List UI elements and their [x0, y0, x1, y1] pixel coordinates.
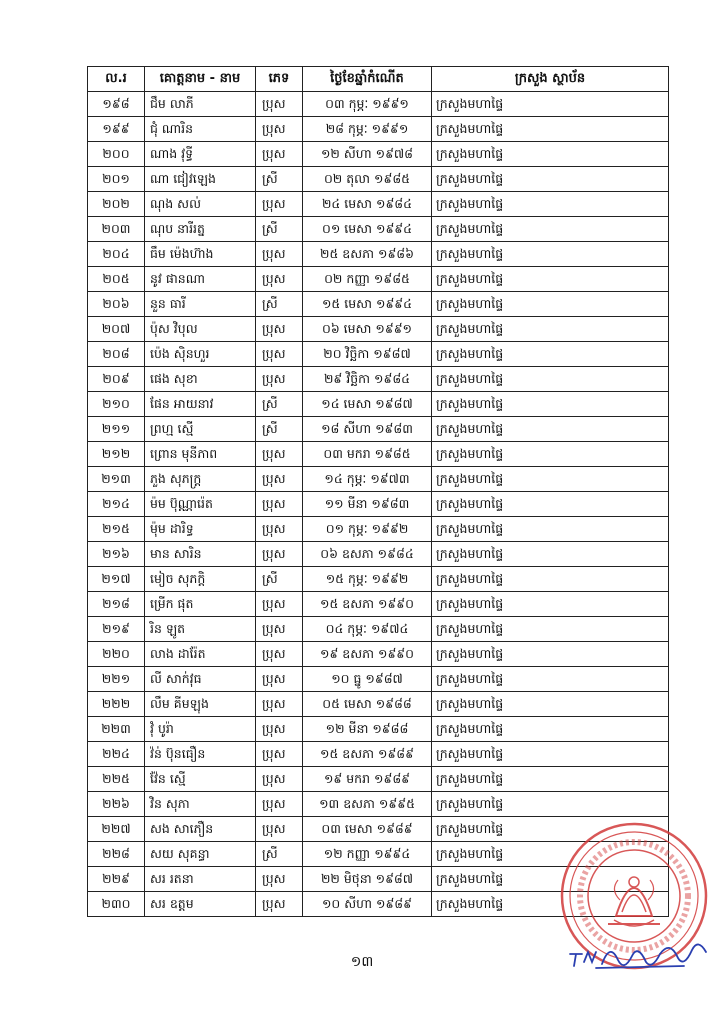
cell-no: ២១៦: [88, 542, 145, 567]
cell-no: ២២៦: [88, 792, 145, 817]
table-row: [88, 442, 669, 467]
table-row: [88, 517, 669, 542]
cell-ministry: ក្រសួងមហាផ្ទៃ: [432, 267, 669, 292]
cell-ministry: ក្រសួងមហាផ្ទៃ: [432, 717, 669, 742]
cell-sex: ប្រុស: [256, 467, 303, 492]
cell-sex: ស្រី: [256, 842, 303, 867]
cell-name: ព្រហ្ម ស្មើ: [145, 417, 256, 442]
cell-ministry: ក្រសួងមហាផ្ទៃ: [432, 642, 669, 667]
table-row: [88, 292, 669, 317]
table-header-row: [88, 67, 669, 92]
table-body: [88, 92, 669, 917]
cell-no: ២០៥: [88, 267, 145, 292]
cell-sex: ប្រុស: [256, 317, 303, 342]
cell-no: ២០៦: [88, 292, 145, 317]
cell-name: ម៉ម ប៊ុណ្ណារ៉េត: [145, 492, 256, 517]
cell-dob: ០៦ មេសា ១៩៩១: [303, 317, 432, 342]
cell-ministry: ក្រសួងមហាផ្ទៃ: [432, 492, 669, 517]
cell-sex: ប្រុស: [256, 142, 303, 167]
cell-no: ២១១: [88, 417, 145, 442]
cell-dob: ១៩ ឧសភា ១៩៩០: [303, 642, 432, 667]
staff-list-table: [87, 66, 669, 917]
header-name: គោត្តនាម - នាម: [145, 67, 256, 92]
cell-no: ២១៣: [88, 467, 145, 492]
cell-ministry: ក្រសួងមហាផ្ទៃ: [432, 542, 669, 567]
cell-ministry: ក្រសួងមហាផ្ទៃ: [432, 817, 669, 842]
cell-dob: ១១ មីនា ១៩៨៣: [303, 492, 432, 517]
cell-sex: ស្រី: [256, 392, 303, 417]
table-row: [88, 767, 669, 792]
cell-no: ២១៧: [88, 567, 145, 592]
table-row: [88, 617, 669, 642]
cell-no: ២២២: [88, 692, 145, 717]
cell-dob: ០២ តុលា ១៩៨៥: [303, 167, 432, 192]
cell-dob: ០៣ មករា ១៩៨៥: [303, 442, 432, 467]
cell-no: ២០៨: [88, 342, 145, 367]
cell-sex: ស្រី: [256, 417, 303, 442]
cell-ministry: ក្រសួងមហាផ្ទៃ: [432, 617, 669, 642]
cell-sex: ប្រុស: [256, 492, 303, 517]
cell-sex: ប្រុស: [256, 192, 303, 217]
cell-no: ២៣០: [88, 892, 145, 917]
cell-dob: ១៨ សីហា ១៩៨៣: [303, 417, 432, 442]
cell-no: ២១៩: [88, 617, 145, 642]
cell-ministry: ក្រសួងមហាផ្ទៃ: [432, 417, 669, 442]
cell-ministry: ក្រសួងមហាផ្ទៃ: [432, 592, 669, 617]
cell-no: ២០២: [88, 192, 145, 217]
cell-ministry: ក្រសួងមហាផ្ទៃ: [432, 92, 669, 117]
cell-no: ២០០: [88, 142, 145, 167]
cell-name: ណុប នារីរត្ន: [145, 217, 256, 242]
cell-sex: ប្រុស: [256, 742, 303, 767]
cell-sex: ប្រុស: [256, 267, 303, 292]
cell-sex: ប្រុស: [256, 667, 303, 692]
cell-dob: ២៩ វិច្ឆិកា ១៩៨៤: [303, 367, 432, 392]
cell-sex: ប្រុស: [256, 342, 303, 367]
cell-ministry: ក្រសួងមហាផ្ទៃ: [432, 317, 669, 342]
cell-sex: ប្រុស: [256, 117, 303, 142]
cell-dob: ០១ កុម្ភៈ ១៩៩២: [303, 517, 432, 542]
cell-name: នួន ធារី: [145, 292, 256, 317]
cell-name: ផេង សុខា: [145, 367, 256, 392]
cell-no: ២១៨: [88, 592, 145, 617]
table-row: [88, 92, 669, 117]
cell-no: ២២៣: [88, 717, 145, 742]
cell-no: ២១០: [88, 392, 145, 417]
cell-ministry: ក្រសួងមហាផ្ទៃ: [432, 142, 669, 167]
page-number: ១៣: [350, 954, 374, 970]
table-row: [88, 642, 669, 667]
table-row: [88, 567, 669, 592]
cell-no: ២២៧: [88, 817, 145, 842]
cell-sex: ប្រុស: [256, 92, 303, 117]
table-row: [88, 267, 669, 292]
cell-sex: ប្រុស: [256, 692, 303, 717]
cell-dob: ១៣ ឧសភា ១៩៩៥: [303, 792, 432, 817]
cell-dob: ១៥ ឧសភា ១៩៨៩: [303, 742, 432, 767]
cell-name: ភួង សុភក្រ្ត: [145, 467, 256, 492]
cell-ministry: ក្រសួងមហាផ្ទៃ: [432, 167, 669, 192]
table-row: [88, 742, 669, 767]
cell-sex: ប្រុស: [256, 617, 303, 642]
cell-sex: ប្រុស: [256, 242, 303, 267]
cell-sex: ប្រុស: [256, 767, 303, 792]
cell-name: លី សាក់វុធ: [145, 667, 256, 692]
cell-sex: ប្រុស: [256, 442, 303, 467]
cell-ministry: ក្រសួងមហាផ្ទៃ: [432, 567, 669, 592]
cell-dob: ២២ មិថុនា ១៩៨៧: [303, 867, 432, 892]
cell-no: ១៩៩: [88, 117, 145, 142]
cell-ministry: ក្រសួងមហាផ្ទៃ: [432, 367, 669, 392]
cell-ministry: ក្រសួងមហាផ្ទៃ: [432, 467, 669, 492]
cell-no: ១៩៨: [88, 92, 145, 117]
cell-no: ២២៥: [88, 767, 145, 792]
table-row: [88, 367, 669, 392]
header-no: ល.រ: [88, 67, 145, 92]
cell-ministry: ក្រសួងមហាផ្ទៃ: [432, 117, 669, 142]
cell-name: សយ សុគន្ធា: [145, 842, 256, 867]
header-ministry: ក្រសួង ស្ថាប័ន: [432, 67, 669, 92]
cell-ministry: ក្រសួងមហាផ្ទៃ: [432, 242, 669, 267]
cell-name: សង សាភឿន: [145, 817, 256, 842]
cell-no: ២១២: [88, 442, 145, 467]
cell-dob: ១៤ មេសា ១៩៨៧: [303, 392, 432, 417]
cell-sex: ប្រុស: [256, 517, 303, 542]
cell-dob: ១០ សីហា ១៩៨៩: [303, 892, 432, 917]
cell-dob: ២៨ កុម្ភៈ ១៩៩១: [303, 117, 432, 142]
cell-dob: ០៣ កុម្ភៈ ១៩៩១: [303, 92, 432, 117]
cell-name: សរ ឧត្តម: [145, 892, 256, 917]
cell-name: មៀច សុភក្តិ: [145, 567, 256, 592]
cell-name: វិន សុភា: [145, 792, 256, 817]
cell-sex: ស្រី: [256, 567, 303, 592]
cell-ministry: ក្រសួងមហាផ្ទៃ: [432, 667, 669, 692]
cell-name: លឹម គីមឡុង: [145, 692, 256, 717]
cell-name: ម៉ុម ដារិទ្ធ: [145, 517, 256, 542]
cell-name: មាន សារិន: [145, 542, 256, 567]
cell-ministry: ក្រសួងមហាផ្ទៃ: [432, 892, 669, 917]
cell-sex: ស្រី: [256, 167, 303, 192]
cell-name: ប៉ុស វិបុល: [145, 317, 256, 342]
cell-name: លាង ដារ៉ែត: [145, 642, 256, 667]
cell-ministry: ក្រសួងមហាផ្ទៃ: [432, 692, 669, 717]
cell-dob: ១២ សីហា ១៩៧៨: [303, 142, 432, 167]
cell-ministry: ក្រសួងមហាផ្ទៃ: [432, 192, 669, 217]
cell-name: ប៉េង ស៊ិនហួរ: [145, 342, 256, 367]
cell-name: ណា ជៀវឡេង: [145, 167, 256, 192]
cell-dob: ០៣ មេសា ១៩៨៩: [303, 817, 432, 842]
cell-no: ២០១: [88, 167, 145, 192]
cell-dob: ១២ កញ្ញា ១៩៩៤: [303, 842, 432, 867]
cell-dob: ២៥ ឧសភា ១៩៨៦: [303, 242, 432, 267]
cell-no: ២២៨: [88, 842, 145, 867]
table-row: [88, 467, 669, 492]
table-row: [88, 142, 669, 167]
table-row: [88, 192, 669, 217]
cell-no: ២២០: [88, 642, 145, 667]
cell-sex: ប្រុស: [256, 542, 303, 567]
cell-ministry: ក្រសួងមហាផ្ទៃ: [432, 392, 669, 417]
cell-name: វ៉ែន ស្មើ: [145, 767, 256, 792]
table-row: [88, 317, 669, 342]
cell-ministry: ក្រសួងមហាផ្ទៃ: [432, 342, 669, 367]
table-row: [88, 167, 669, 192]
table-row: [88, 717, 669, 742]
cell-name: ម្រើក ផុត: [145, 592, 256, 617]
cell-dob: ០២ កញ្ញា ១៩៨៥: [303, 267, 432, 292]
cell-no: ២០៧: [88, 317, 145, 342]
cell-no: ២០៣: [88, 217, 145, 242]
cell-no: ២១៥: [88, 517, 145, 542]
cell-dob: ១២ មីនា ១៩៨៨: [303, 717, 432, 742]
header-dob: ថ្ងៃខែឆ្នាំកំណើត: [303, 67, 432, 92]
cell-sex: ស្រី: [256, 292, 303, 317]
cell-ministry: ក្រសួងមហាផ្ទៃ: [432, 742, 669, 767]
cell-name: ធឹម ម៉េងហ៊ាង: [145, 242, 256, 267]
cell-name: នូវ ផានណា: [145, 267, 256, 292]
cell-no: ២០៤: [88, 242, 145, 267]
cell-ministry: ក្រសួងមហាផ្ទៃ: [432, 767, 669, 792]
cell-no: ២១៤: [88, 492, 145, 517]
cell-dob: ០៥ មេសា ១៩៨៨: [303, 692, 432, 717]
cell-dob: ០១ មេសា ១៩៩៤: [303, 217, 432, 242]
cell-name: ជុំ ណារិន: [145, 117, 256, 142]
cell-dob: ០៦ ឧសភា ១៩៨៤: [303, 542, 432, 567]
cell-name: វ៉ន់ ប៊ុនធឿន: [145, 742, 256, 767]
cell-ministry: ក្រសួងមហាផ្ទៃ: [432, 442, 669, 467]
cell-sex: ប្រុស: [256, 717, 303, 742]
cell-dob: ១៥ កុម្ភៈ ១៩៩២: [303, 567, 432, 592]
cell-name: ជឹម លាភី: [145, 92, 256, 117]
cell-no: ២២៩: [88, 867, 145, 892]
table-row: [88, 592, 669, 617]
cell-sex: ប្រុស: [256, 592, 303, 617]
cell-ministry: ក្រសួងមហាផ្ទៃ: [432, 217, 669, 242]
cell-dob: ២០ វិច្ឆិកា ១៩៨៧: [303, 342, 432, 367]
header-sex: ភេទ: [256, 67, 303, 92]
cell-dob: ១៤ កុម្ភៈ ១៩៧៣: [303, 467, 432, 492]
cell-ministry: ក្រសួងមហាផ្ទៃ: [432, 292, 669, 317]
cell-no: ២០៩: [88, 367, 145, 392]
cell-ministry: ក្រសួងមហាផ្ទៃ: [432, 867, 669, 892]
table-row: [88, 117, 669, 142]
cell-sex: ប្រុស: [256, 792, 303, 817]
cell-ministry: ក្រសួងមហាផ្ទៃ: [432, 517, 669, 542]
cell-name: ព្រោន មុនីភាព: [145, 442, 256, 467]
table-row: [88, 217, 669, 242]
cell-dob: ២៤ មេសា ១៩៨៤: [303, 192, 432, 217]
cell-name: ណាង វុទ្ធី: [145, 142, 256, 167]
cell-sex: ប្រុស: [256, 367, 303, 392]
cell-no: ២២១: [88, 667, 145, 692]
table-row: [88, 392, 669, 417]
cell-name: ណុង សល់: [145, 192, 256, 217]
cell-dob: ១០ ធ្នូ ១៩៨៧: [303, 667, 432, 692]
cell-sex: ប្រុស: [256, 892, 303, 917]
cell-ministry: ក្រសួងមហាផ្ទៃ: [432, 842, 669, 867]
table-row: [88, 792, 669, 817]
cell-name: រិន ឡូត: [145, 617, 256, 642]
table-row: [88, 417, 669, 442]
cell-dob: ០៤ កុម្ភៈ ១៩៧៤: [303, 617, 432, 642]
cell-name: វ៉ំ បូរ៉ា: [145, 717, 256, 742]
table-row: [88, 542, 669, 567]
table-row: [88, 342, 669, 367]
cell-dob: ១៩ មករា ១៩៨៩: [303, 767, 432, 792]
table-row: [88, 492, 669, 517]
table-row: [88, 667, 669, 692]
cell-name: ផែន អាយនាវ: [145, 392, 256, 417]
cell-sex: ប្រុស: [256, 867, 303, 892]
cell-no: ២២៤: [88, 742, 145, 767]
cell-dob: ១៥ មេសា ១៩៩៤: [303, 292, 432, 317]
cell-sex: ស្រី: [256, 217, 303, 242]
table-row: [88, 242, 669, 267]
table-row: [88, 692, 669, 717]
cell-name: សរ រតនា: [145, 867, 256, 892]
cell-ministry: ក្រសួងមហាផ្ទៃ: [432, 792, 669, 817]
cell-sex: ប្រុស: [256, 817, 303, 842]
cell-sex: ប្រុស: [256, 642, 303, 667]
signature: [566, 932, 716, 974]
cell-dob: ១៥ ឧសភា ១៩៩០: [303, 592, 432, 617]
